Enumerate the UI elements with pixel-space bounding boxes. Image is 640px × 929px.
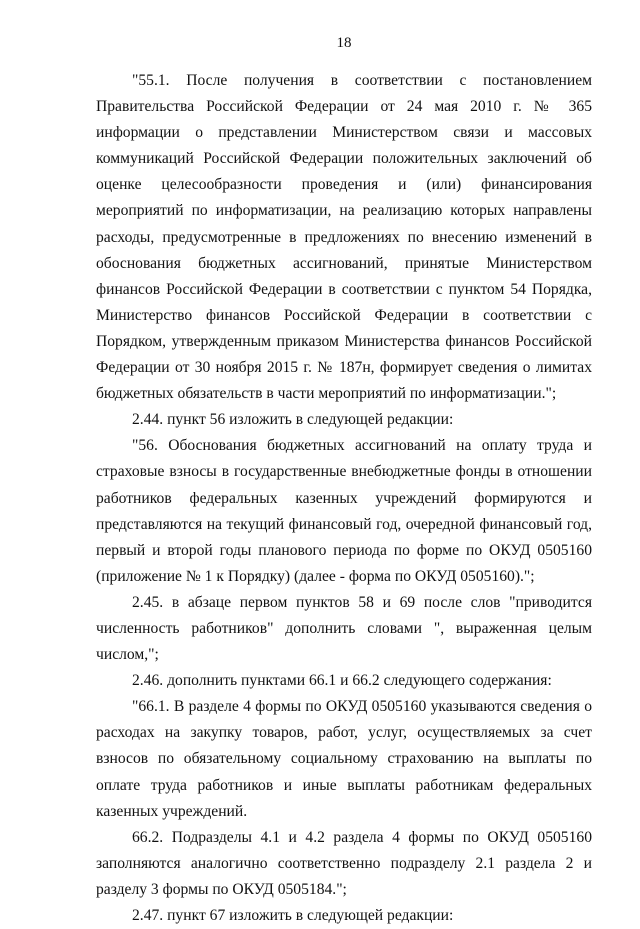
paragraph-66-2: 66.2. Подразделы 4.1 и 4.2 раздела 4 формы по ОКУД 0505160 заполняются аналогично соответственно подразделу 2.1 раздела 2 и разделу 3 формы по ОКУД 0505184."; <box>96 828 592 898</box>
paragraph-55-1: "55.1. После получения в соответствии с постановлением Правительства Российской Федерации от 24 мая 2010 г. № 365 информации о представлении Министерством связи и массовых коммуникаций Российской Федерации положительных заключений об оценке целесообразности проведения и (или) финансирования мероприятий по информатизации, на реализацию которых направлены расходы, предусмотренные в предложениях по внесению изменений в обоснования бюджетных ассигнований, принятые Министерством финансов Российской Федерации в соответствии с пунктом 54 Порядка, Министерство финансов Российской Федерации в соответствии с Порядком, утвержденным приказом Министерства финансов Российской Федерации от 30 ноября 2015 г. № 187н, формирует сведения о лимитах бюджетных обязательств в части мероприятий по информатизации."; <box>96 72 592 403</box>
paragraph-2-47: 2.47. пункт 67 изложить в следующей редакции: <box>132 907 454 924</box>
page-number: 18 <box>336 35 352 51</box>
paragraph-66-1: "66.1. В разделе 4 формы по ОКУД 0505160 указываются сведения о расходах на закупку товаров, работ, услуг, осуществляемых за счет взносов по обязательному социальному страхованию на выплаты по оплате труда работников и иные выплаты работникам федеральных казенных учреждений. <box>96 698 592 820</box>
paragraph-2-44: 2.44. пункт 56 изложить в следующей редакции: <box>132 411 454 429</box>
paragraph-2-45: 2.45. в абзаце первом пунктов 58 и 69 после слов "приводится численность работников" дополнить словами ", выраженная целым числом,"; <box>96 593 592 664</box>
paragraph-56: "56. Обоснования бюджетных ассигнований на оплату труда и страховые взносы в государственные внебюджетные фонды в отношении работников федеральных казенных учреждений формируются и представляются на текущий финансовый год, очередной финансовый год, первый и второй годы планового периода по форме по ОКУД 0505160 (приложение № 1 к Порядку) (далее - форма по ОКУД 0505160)."; <box>96 437 592 585</box>
paragraph-2-46: 2.46. дополнить пунктами 66.1 и 66.2 следующего содержания: <box>132 672 552 690</box>
